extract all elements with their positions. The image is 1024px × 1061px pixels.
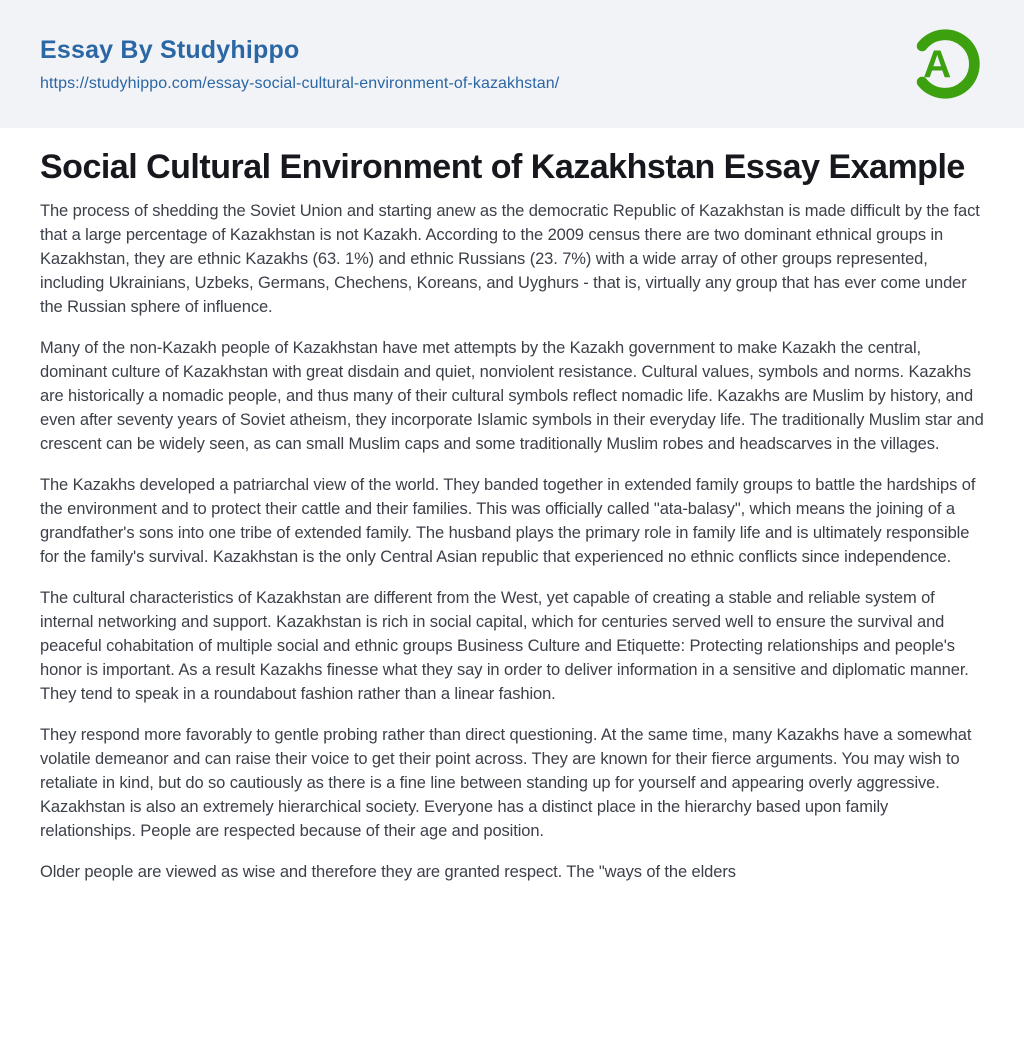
essay-paragraph: Older people are viewed as wise and therefore they are granted respect. The "ways of the elders (40, 863, 736, 881)
logo-letter: A (923, 43, 952, 87)
brand-block (40, 35, 559, 93)
logo-arc-icon (906, 25, 984, 103)
page-header (0, 0, 1024, 128)
essay-paragraph: Many of the non-Kazakh people of Kazakhstan have met attempts by the Kazakh government to make Kazakh the central, dominant culture of Kazakhstan with great disdain and quiet, nonviolent resistance. Cultural values, symbols and norms. Kazakhs are historically a nomadic people, and thus many of their cultural symbols reflect nomadic life. Kazakhs are Muslim by history, and even after seventy years of Soviet atheism, they incorporate Islamic symbols in their everyday life. The traditionally Muslim star and crescent can be widely seen, as can small Muslim caps and some traditionally Muslim robes and headscarves in the villages. (40, 339, 984, 453)
brand-title: Essay By Studyhippo (40, 36, 300, 64)
source-url-link[interactable]: https://studyhippo.com/essay-social-cultural-environment-of-kazakhstan/ (40, 75, 560, 92)
essay-paragraph: They respond more favorably to gentle probing rather than direct questioning. At the same time, many Kazakhs have a somewhat volatile demeanor and can raise their voice to get their point across. They are known for their fierce arguments. You may wish to retaliate in kind, but do so cautiously as there is a fine line between standing up for yourself and appearing overly aggressive. Kazakhstan is also an extremely hierarchical society. Everyone has a distinct place in the hierarchy based upon family relationships. People are respected because of their age and position. (40, 726, 972, 840)
studyhippo-logo (906, 25, 984, 103)
essay-content (0, 128, 1024, 884)
essay-paragraph: The Kazakhs developed a patriarchal view of the world. They banded together in extended family groups to battle the hardships of the environment and to protect their cattle and their families. This was officially called "ata-balasy", which means the joining of a grandfather's sons into one tribe of extended family. The husband plays the primary role in family life and is ultimately responsible for the family's survival. Kazakhstan is the only Central Asian republic that experienced no ethnic conflicts since independence. (40, 476, 976, 566)
essay-paragraph: The process of shedding the Soviet Union and starting anew as the democratic Republic of Kazakhstan is made difficult by the fact that a large percentage of Kazakhstan is not Kazakh. According to the 2009 census there are two dominant ethnical groups in Kazakhstan, they are ethnic Kazakhs (63. 1%) and ethnic Russians (23. 7%) with a wide array of other groups represented, including Ukrainians, Uzbeks, Germans, Chechens, Koreans, and Uyghurs - that is, virtually any group that has ever come under the Russian sphere of influence. (40, 202, 980, 316)
essay-paragraph: The cultural characteristics of Kazakhstan are different from the West, yet capable of creating a stable and reliable system of internal networking and support. Kazakhstan is rich in social capital, which for centuries served well to ensure the survival and peaceful cohabitation of multiple social and ethnic groups Business Culture and Etiquette: Protecting relationships and people's honor is important. As a result Kazakhs finesse what they say in order to deliver information in a sensitive and diplomatic manner. They tend to speak in a roundabout fashion rather than a linear fashion. (40, 589, 969, 703)
essay-title: Social Cultural Environment of Kazakhstan Essay Example (40, 148, 965, 186)
